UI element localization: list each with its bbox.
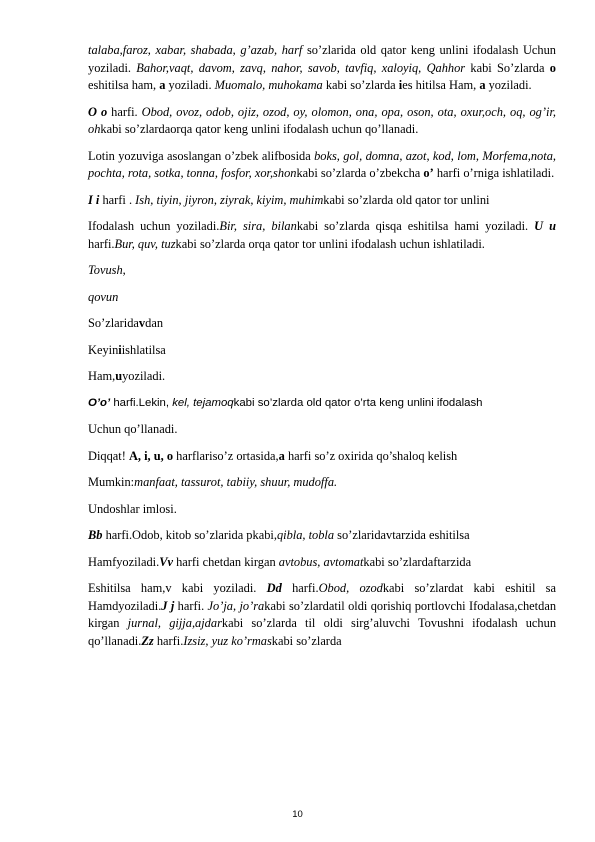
letter-heading: Dd xyxy=(266,581,282,595)
paragraph-i-letter: I i harfi . Ish, tiyin, jiyron, ziyrak, kiyim, muhimkabi so’zlarda old qator tor unlini xyxy=(88,192,490,207)
line-v-letter: Hamfyoziladi.Vv harfi chetdan kirgan avtobus, avtomatkabi so’zlardaftarzida xyxy=(88,554,472,569)
letter-heading: Zz xyxy=(141,633,154,648)
example-words: talaba,faroz, xabar, shabada, g’azab, harf xyxy=(88,43,303,57)
example-words: Ish, tiyin, jiyron, ziyrak, kiyim, muhim xyxy=(135,192,324,207)
line-diqqat: Diqqat! A, i, u, o harflariso’z ortasida,a harfi so’z oxirida qo’shaloq kelish xyxy=(88,448,458,463)
letter-heading: Vv xyxy=(159,554,173,569)
letter-heading: O’o’ xyxy=(88,396,111,409)
example-words: qibla, tobla xyxy=(276,528,335,542)
letter-heading: U u xyxy=(534,219,557,233)
document-body xyxy=(88,42,556,650)
example-words: Jo’ja, jo’ra xyxy=(207,598,265,613)
section-heading-consonants: Undoshlar imlosi. xyxy=(88,501,177,516)
example-words: Izsiz, yuz ko’rmas xyxy=(183,633,272,648)
line-tovush: Tovush, xyxy=(88,263,126,277)
line-b-letter: Bb harfi.Odob, kitob so’zlarida pkabi,qibla, tobla so’zlaridavtarzida eshitilsa xyxy=(88,528,470,542)
example-words: Obod, ovoz, odob, ojiz, ozod, oy, olomon, ona, opa, oson, ota, oxur,och, oq, og’ir, oh xyxy=(88,104,556,136)
example-words: avtobus, avtomat xyxy=(278,554,364,569)
example-words: Bur, quv, tuz xyxy=(114,236,176,251)
line-uchun: Uchun qo’llanadi. xyxy=(88,422,178,436)
line-mumkin: Mumkin:manfaat, tassurot, tabiiy, shuur, mudoffa. xyxy=(88,475,338,489)
letter-heading: I i xyxy=(88,192,100,207)
letter-heading: Bb xyxy=(88,528,103,542)
line-qovun: qovun xyxy=(88,289,119,304)
example-words: Bir, sira, bilan xyxy=(219,219,297,233)
example-words: Bahor,vaqt, davom, zavq, nahor, savob, tavfiq, xaloyiq, Qahhor xyxy=(136,60,466,75)
example-words: Muomalo, muhokama xyxy=(214,78,323,92)
example-words: jurnal, gijja,ajdar xyxy=(127,616,222,630)
example-words: kel, tejamoq xyxy=(172,396,234,409)
example-words: boks, gol, domna, azot, kod, lom, Morfema,nota, pochta, rota, sotka, tonna, fosfor, xor,shon xyxy=(88,148,556,180)
letter-heading: O o xyxy=(88,104,108,119)
letter-heading: J j xyxy=(161,598,175,613)
example-words: manfaat, tassurot, tabiiy, shuur, mudoffa. xyxy=(134,475,338,489)
line-sozlarida: So’zlaridavdan xyxy=(88,316,164,330)
line-keyin: Keyiniishlatilsa xyxy=(88,342,166,357)
paragraph-latin-alphabet: Lotin yozuviga asoslangan o’zbek alifbosida boks, gol, domna, azot, kod, lom, Morfema,nota, pochta, rota, sotka, tonna, fosfor, xor,shonkabi so’zlarda o’zbekcha o’ harfi o’rniga ishlatiladi. xyxy=(88,148,556,180)
paragraph-a-letter: talaba,faroz, xabar, shabada, g’azab, harf so’zlarida old qator keng unlini ifodalash Uchun yoziladi. Bahor,vaqt, davom, zavq, nahor, savob, tavfiq, xaloyiq, Qahhor kabi So’zlarda o eshitilsa ham, a yoziladi. Muomalo, muhokama kabi so’zlarda ies hitilsa Ham, a yoziladi. xyxy=(88,43,556,92)
paragraph-u-letter: Ifodalash uchun yoziladi.Bir, sira, bilankabi so’zlarda qisqa eshitilsa hami yoziladi. U u harfi.Bur, quv, tuzkabi so’zlarda orqa qator tor unlini ifodalash uchun ishlatiladi. xyxy=(88,219,557,251)
example-words: Obod, ozod xyxy=(318,581,383,595)
paragraph-o-letter: O o harfi. Obod, ovoz, odob, ojiz, ozod, oy, olomon, ona, opa, oson, ota, oxur,och, oq, og’ir, ohkabi so’zlardaorqa qator keng unlini ifodalash uchun qo’llanadi. xyxy=(88,104,556,136)
paragraph-d-j-z-letters: Eshitilsa ham,v kabi yoziladi. Dd harfi.Obod, ozodkabi so’zlardat kabi eshitil sa Hamdyoziladi.J j harfi. Jo’ja, jo’rakabi so’zlardatil oldi qorishiq portlovchi Ifodalasa,chetdan kirgan jurnal, gijja,ajdarkabi so’zlarda til oldi sirg’aluvchi Tovushni ifodalash uchun qo’llanadi.Zz harfi.Izsiz, yuz ko’rmaskabi so’zlarda xyxy=(88,581,557,648)
line-o-apostrophe: O’o’ harfi.Lekin, kel, tejamoqkabi so’zlarda old qator o’rta keng unlini ifodalash xyxy=(88,396,483,409)
page-number: 10 xyxy=(292,809,303,820)
line-ham: Ham,uyoziladi. xyxy=(88,369,166,383)
